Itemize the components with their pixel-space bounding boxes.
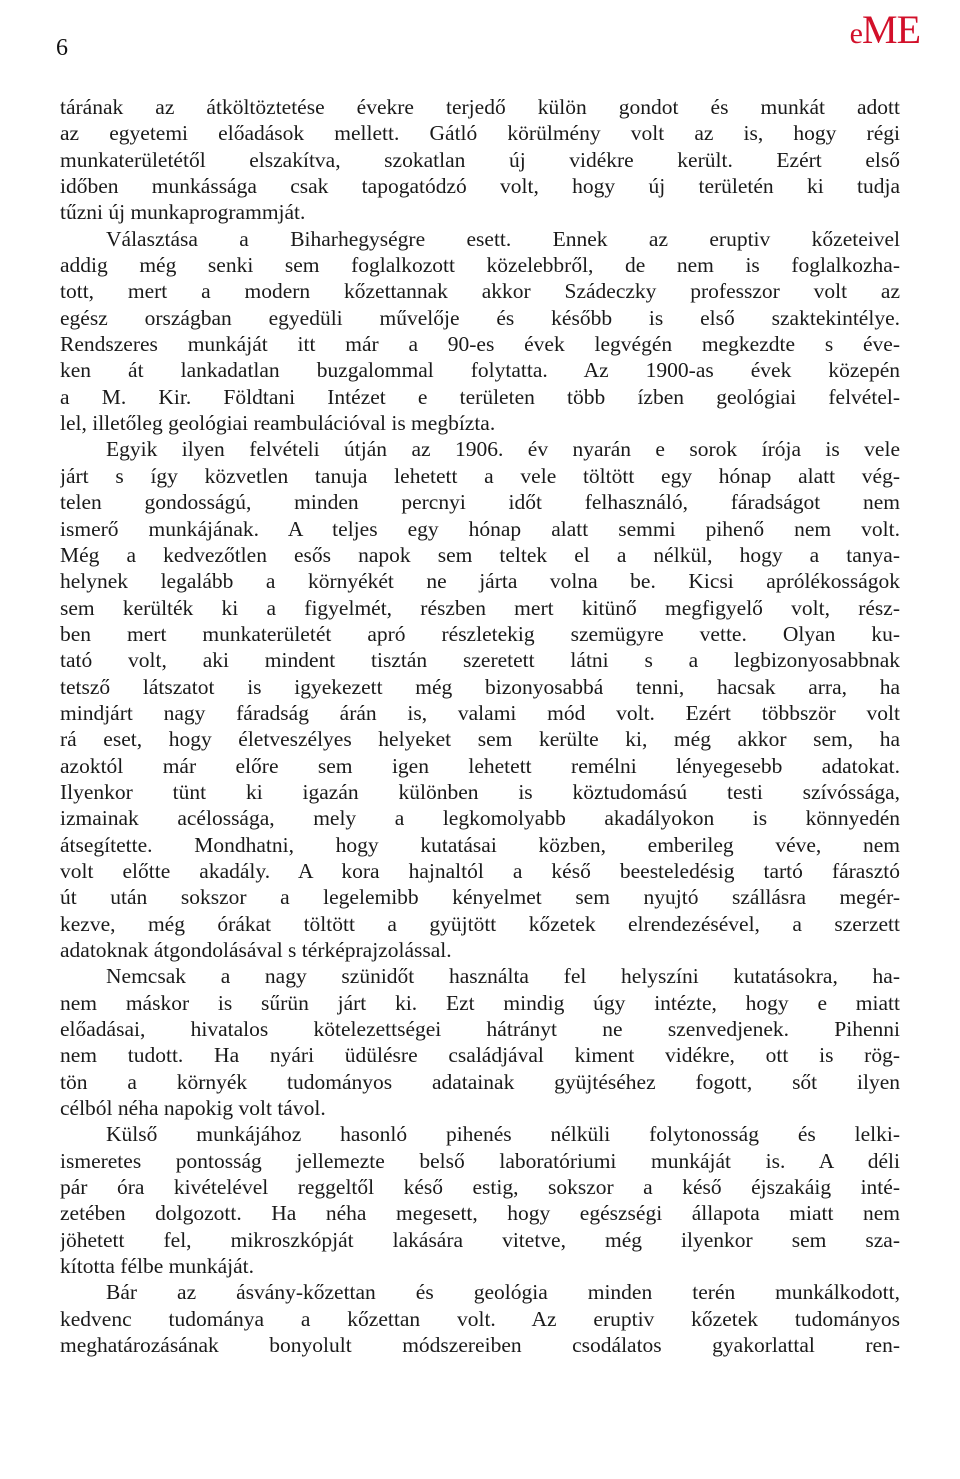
text-line: tetsző látszatot is igyekezett még bizonyosabbá tenni, hacsak arra, ha <box>60 674 900 699</box>
text-line: a M. Kir. Földtani Intézet e területen több ízben geológiai felvétel- <box>60 384 900 409</box>
text-line: zetében dolgozott. Ha néha megesett, hogy egészségi állapota miatt nem <box>60 1201 900 1226</box>
text-line: telen gondosságú, minden percnyi időt felhasználó, fáradságot nem <box>60 490 900 515</box>
text-line: tató volt, aki mindent tisztán szeretett látni s a legbizonyosabbnak <box>60 648 900 673</box>
text-line: Nemcsak a nagy szünidőt használta fel helyszíni kutatásokra, ha- <box>106 964 900 989</box>
text-line: Még a kedvezőtlen esős napok sem teltek el a nélkül, hogy a tanya- <box>60 542 900 567</box>
logo-letter-e2: E <box>896 7 920 52</box>
text-line: Választása a Biharhegységre esett. Ennek az eruptiv kőzeteivel <box>106 226 900 251</box>
text-line: kedvenc tudománya a kőzettan volt. Az eruptiv kőzetek tudományos <box>60 1306 900 1331</box>
text-line: időben munkássága csak tapogatódzó volt, hogy új területén ki tudja <box>60 174 900 199</box>
logo-letter-m: M <box>861 7 897 52</box>
text-line: ben mert munkaterületét apró részletekig szemügyre vette. Olyan ku- <box>60 621 900 646</box>
text-line: ken át lankadatlan buzgalommal folytatta. Az 1900-as évek közepén <box>60 358 900 383</box>
text-line: adatoknak átgondolásával s térképrajzolással. <box>60 938 452 962</box>
text-line: mindjárt nagy fáradság árán is, valami mód volt. Ezért többször volt <box>60 700 900 725</box>
text-line: tott, mert a modern kőzettannak akkor Szádeczky professzor volt az <box>60 279 900 304</box>
text-line: azoktól már előre sem igen lehetett remélni lényegesebb adatokat. <box>60 753 900 778</box>
text-line: volt előtte akadály. A kora hajnaltól a késő beesteledésig tartó fárasztó <box>60 858 900 883</box>
text-line: nem máskor is sűrün járt ki. Ezt mindig úgy intézte, hogy e miatt <box>60 990 900 1015</box>
text-line: ismerő munkájának. A teljes egy hónap alatt semmi pihenő nem volt. <box>60 516 900 541</box>
text-line: Rendszeres munkáját itt már a 90-es évek legvégén megkezdte s éve- <box>60 332 900 357</box>
text-line: izmainak acélossága, mely a legkomolyabb akadályokon is könnyedén <box>60 806 900 831</box>
text-line: előadásai, hivatalos kötelezettségei hátrányt ne szenvedjenek. Pihenni <box>60 1017 900 1042</box>
publisher-logo <box>849 7 920 52</box>
body-text <box>60 94 900 1359</box>
text-line: Egyik ilyen felvételi útján az 1906. év nyarán e sorok írója is vele <box>106 437 900 462</box>
text-line: munkaterületétől elszakítva, szokatlan új vidékre került. Ezért első <box>60 147 900 172</box>
text-line: Bár az ásvány-kőzettan és geológia minden terén munkálkodott, <box>106 1280 900 1305</box>
text-line: nem tudott. Ha nyári üdülésre családjával kiment vidékre, ott is rög- <box>60 1043 900 1068</box>
text-line: sem kerülték ki a figyelmét, részben mert kitünő megfigyelő volt, rész- <box>60 595 900 620</box>
text-line: jöhetett fel, mikroszkópját lakására vitetve, még ilyenkor sem sza- <box>60 1227 900 1252</box>
text-line: helynek legalább a környékét ne járta volna be. Kicsi aprólékosságok <box>60 569 900 594</box>
logo-letter-e: e <box>849 17 862 50</box>
text-line: tűzni új munkaprogrammját. <box>60 200 306 225</box>
text-line: az egyetemi előadások mellett. Gátló körülmény volt az is, hogy régi <box>60 121 900 146</box>
text-line: tön a környék tudományos adatainak gyüjtéséhez fogott, sőt ilyen <box>60 1069 900 1094</box>
text-line: célból néha napokig volt távol. <box>60 1096 326 1121</box>
text-line: addig még senki sem foglalkozott közelebbről, de nem is foglalkozha- <box>60 253 900 278</box>
text-line: Külső munkájához hasonló pihenés nélküli folytonosság és lelki- <box>106 1122 900 1147</box>
text-line: átsegítette. Mondhatni, hogy kutatásai közben, emberileg véve, nem <box>60 832 900 857</box>
text-line: út után sokszor a legelemibb kényelmet sem nyujtó szállásra megér- <box>60 885 900 910</box>
text-line: Ilyenkor tünt ki igazán különben is köztudomású testi szívóssága, <box>60 779 900 804</box>
text-line: meghatározásának bonyolult módszereiben csodálatos gyakorlattal ren- <box>60 1333 900 1358</box>
page-number: 6 <box>56 35 68 61</box>
text-line: rá eset, hogy életveszélyes helyeket sem kerülte ki, még akkor sem, ha <box>60 727 900 752</box>
text-line: lel, illetőleg geológiai reambulációval is megbízta. <box>60 411 496 436</box>
text-line: járt s így közvetlen tanuja lehetett a vele töltött egy hónap alatt vég- <box>60 463 900 488</box>
text-line: kította félbe munkáját. <box>60 1254 255 1279</box>
text-line: egész országban egyedüli művelője és később is első szaktekintélye. <box>60 305 900 330</box>
text-line: tárának az átköltöztetése évekre terjedő külön gondot és munkát adott <box>60 95 900 119</box>
text-line: ismeretes pontosság jellemezte belső laboratóriumi munkáját is. A déli <box>60 1148 900 1173</box>
text-line: kezve, még órákat töltött a gyüjtött kőzetek elrendezésével, a szerzett <box>60 911 900 936</box>
text-line: pár óra kivételével reggeltől késő estig, sokszor a késő éjszakáig inté- <box>60 1175 900 1200</box>
